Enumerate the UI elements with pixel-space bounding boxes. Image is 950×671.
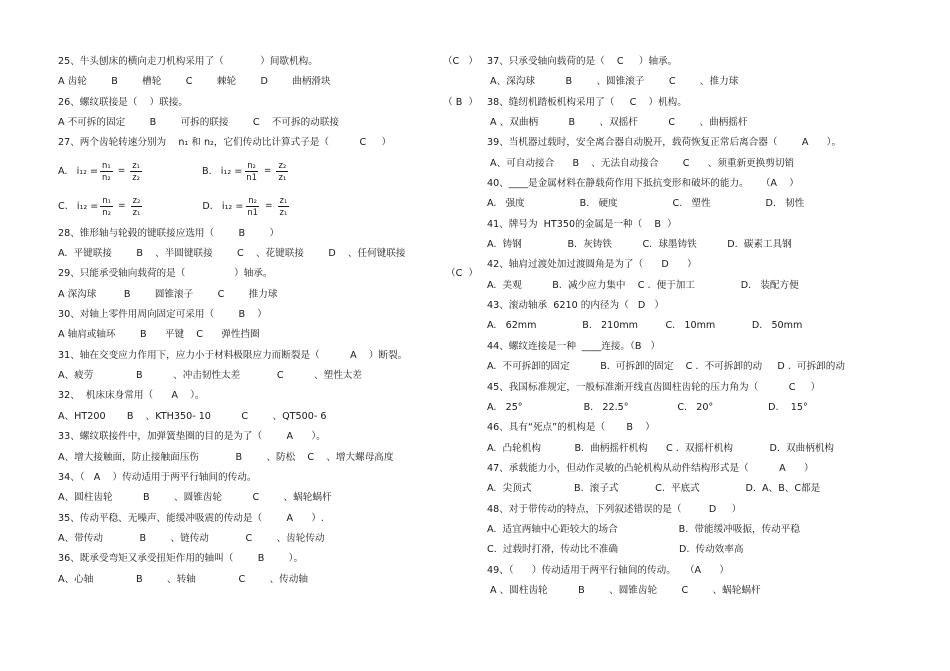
question-line [58,264,478,284]
question-text: 30、对轴上零件用周向固定可采用（ B ） [58,309,267,321]
question-text: 37、只承受轴向载荷的是（ C ）轴承。 [487,56,678,67]
question-line [487,316,907,336]
question-line [487,215,907,235]
question-line [58,93,478,113]
question-line [58,72,478,92]
equals-sign: = [118,201,126,212]
question-line [487,581,907,601]
fraction-numerator: n₁ [102,159,111,170]
formula-label: A. i₁₂ = [58,165,99,177]
question-text: A 、圆柱齿轮 B 、圆锥齿轮 C 、蜗轮蜗杆 [487,584,761,596]
fraction-numerator: z₁ [279,194,288,205]
question-text: 42、轴肩过渡处加过渡圆角是为了（ D ） [487,259,697,271]
question-text: A. 铸钢 B. 灰铸铁 C. 球墨铸铁 D. 碳素工具钢 [487,239,792,251]
question-text: 46、具有“死点”的机构是（ B ） [487,422,655,434]
question-text: A. 平键联接 B 、半圆键联接 C 、花键联接 D 、任何键联接 [58,248,406,260]
question-text: 45、我国标准规定，一般标准渐开线直齿圆柱齿轮的压力角为（ C ） [487,381,821,393]
formula-options-row [58,154,478,189]
question-line [487,255,907,275]
question-text: C. 过载时打滑，传动比不准确 D. 传动效率高 [487,544,744,556]
question-line [58,570,478,590]
question-line [58,366,478,386]
question-line [58,529,478,549]
question-line [487,235,907,255]
question-text: 31、轴在交变应力作用下，应力小于材料极限应力而断裂是（ A ）断裂。 [58,349,408,361]
question-text: 33、螺纹联接件中，加弹簧垫圈的目的是为了（ A ）。 [58,431,326,443]
question-line [487,72,907,92]
question-text: A 不可拆的固定 B 可拆的联接 C 不可拆的动联接 [58,117,339,129]
formula-options-row [58,189,478,224]
question-line [58,549,478,569]
question-text: 26、螺纹联接是（ ）联接。 [58,96,188,108]
question-text: A. 适宜两轴中心距较大的场合 B. 带能缓冲吸振，传动平稳 [487,523,800,535]
equals-sign: = [265,201,273,212]
question-text: A、带传动 B 、链传动 C 、齿轮传动 [58,532,325,544]
question-text: 48、对于带传动的特点，下列叙述错误的是（ D ） [487,503,742,515]
question-line [58,325,478,345]
question-text: A、增大接触面，防止接触面压伤 B 、防松 C 、增大螺母高度 [58,451,394,463]
question-text: 43、滚动轴承 6210 的内径为（ D ） [487,300,664,312]
question-line [58,305,478,325]
fraction-numerator: z₁ [132,159,141,170]
answer-marker: （C ） [446,268,478,280]
fraction-denominator: n₂ [102,171,111,182]
question-text: A、心轴 B 、转轴 C 、传动轴 [58,573,308,585]
equals-sign: = [117,166,126,177]
fraction-numerator: n₂ [248,194,258,205]
question-text: 27、两个齿轮转速分别为 n₁ 和 n₂，它们传动比计算式子是（ C ） [58,137,392,149]
question-text: 35、传动平稳、无噪声、能缓冲吸震的传动是（ A ）. [58,512,324,524]
question-line [487,500,907,520]
question-text: A 、双曲柄 B 、双摇杆 C 、曲柄摇杆 [487,117,748,129]
question-line [58,509,478,529]
question-line [487,439,907,459]
question-text: A. 强度 B. 硬度 C. 塑性 D. 韧性 [487,198,805,210]
question-line [487,540,907,560]
fraction-denominator: n₂ [102,206,112,217]
left-column [58,52,478,590]
question-text: A. 25° B. 22.5° C. 20° D. 15° [487,401,808,413]
question-line [487,479,907,499]
question-line [487,174,907,194]
fraction-numerator: z₂ [132,194,141,205]
question-line [58,224,478,244]
question-text: A. 62mm B. 210mm C. 10mm D. 50mm [487,320,803,332]
question-text: A. 尖顶式 B. 滚子式 C. 平底式 D. A、B、C都是 [487,483,821,495]
question-line [58,427,478,447]
question-line [58,346,478,366]
fraction [130,160,142,183]
question-line [487,154,907,174]
question-line [487,398,907,418]
question-text: A、可自动接合 B 、无法自动接合 C 、须重新更换剪切销 [487,157,795,169]
question-text: 34、（ A ）传动适用于两平行轴间的传动。 [58,471,257,483]
answer-marker: （C ） [442,56,478,67]
fraction-denominator: n1 [247,206,258,217]
question-line [58,468,478,488]
question-text: A 轴肩或轴环 B 平键 C 弹性挡圈 [58,329,260,341]
fraction-numerator: n₂ [247,159,256,170]
question-text: 36、既承受弯矩又承受扭矩作用的轴叫（ B ）。 [58,553,304,565]
fraction-denominator: n1 [246,171,257,182]
question-line [487,113,907,133]
fraction [278,195,290,218]
question-line [487,133,907,153]
question-text: 29、只能承受轴向载荷的是（ ）轴承。 [58,268,273,280]
fraction-numerator: z₂ [278,159,287,170]
question-line [487,561,907,581]
fraction-denominator: z₁ [279,206,288,217]
question-line [58,133,478,153]
equals-sign: = [263,166,272,177]
fraction-denominator: z₁ [132,206,141,217]
question-text: A 齿轮 B 槽轮 C 棘轮 D 曲柄滑块 [58,76,331,88]
fraction [276,160,288,183]
question-line [487,337,907,357]
formula-label: D. i₁₂ = [202,200,244,212]
question-text: A、深沟球 B 、圆锥滚子 C 、推力球 [487,76,739,88]
question-text: 47、承载能力小，但动作灵敏的凸轮机构从动件结构形式是（ A ） [487,462,814,474]
right-column [487,52,907,601]
question-text: 44、螺纹连接是一种 ____连接。（B ） [487,340,661,352]
question-line [58,113,478,133]
question-text: A、HT200 B 、KTH350- 10 C 、QT500- 6 [58,410,327,422]
question-text: 49、（ ）传动适用于两平行轴间的传动。 （A ） [487,564,729,576]
question-line [487,418,907,438]
question-text: A. 美观 B. 减少应力集中 C . 便于加工 D. 装配方便 [487,279,799,291]
answer-marker: （ B ） [443,96,478,108]
question-line [58,488,478,508]
question-line [58,244,478,264]
fraction-denominator: z₁ [278,171,287,182]
fraction [131,195,143,218]
question-text: 40、____是金属材料在静载荷作用下抵抗变形和破坏的能力。 （A ） [487,178,799,190]
question-text: A、疲劳 B 、冲击韧性太差 C 、塑性太差 [58,370,363,382]
question-text: 28、锥形轴与轮毂的键联接应选用（ B ） [58,227,280,239]
question-line [58,448,478,468]
formula-label: B. i₁₂ = [202,165,243,177]
question-line [487,93,907,113]
question-text: 25、牛头刨床的横向走刀机构采用了（ ）间歇机构。 [58,56,318,67]
fraction-denominator: z₂ [132,171,141,182]
question-text: A. 凸轮机构 B. 曲柄摇杆机构 C . 双摇杆机构 D. 双曲柄机构 [487,442,835,454]
question-text: A、圆柱齿轮 B 、圆锥齿轮 C 、蜗轮蜗杆 [58,492,332,504]
question-line [487,520,907,540]
question-text: 39、当机器过载时，安全离合器自动脱开，载荷恢复正常后离合器（ A ）。 [487,137,842,149]
question-line [487,52,907,72]
question-line [487,276,907,296]
fraction [244,160,259,183]
fraction [245,195,260,218]
question-line [487,194,907,214]
fraction [100,195,113,218]
question-text: A. 不可拆卸的固定 B. 可拆卸的固定 C . 不可拆卸的动 D . 可拆卸的动 [487,361,845,373]
question-line [487,296,907,316]
question-line [58,52,478,72]
fraction-numerator: n₁ [102,194,112,205]
question-line [58,285,478,305]
question-text: 41、牌号为 HT350的金属是一种（ B ） [487,218,677,230]
fraction [100,160,113,183]
question-text: 32、 机床床身常用（ A ）。 [58,390,205,402]
question-text: 38、缝纫机踏板机构采用了（ C ）机构。 [487,96,687,108]
question-line [487,357,907,377]
question-line [58,407,478,427]
question-line [58,386,478,406]
question-line [487,378,907,398]
question-text: A 深沟球 B 圆锥滚子 C 推力球 [58,288,278,300]
formula-label: C. i₁₂ = [58,200,99,212]
question-line [487,459,907,479]
